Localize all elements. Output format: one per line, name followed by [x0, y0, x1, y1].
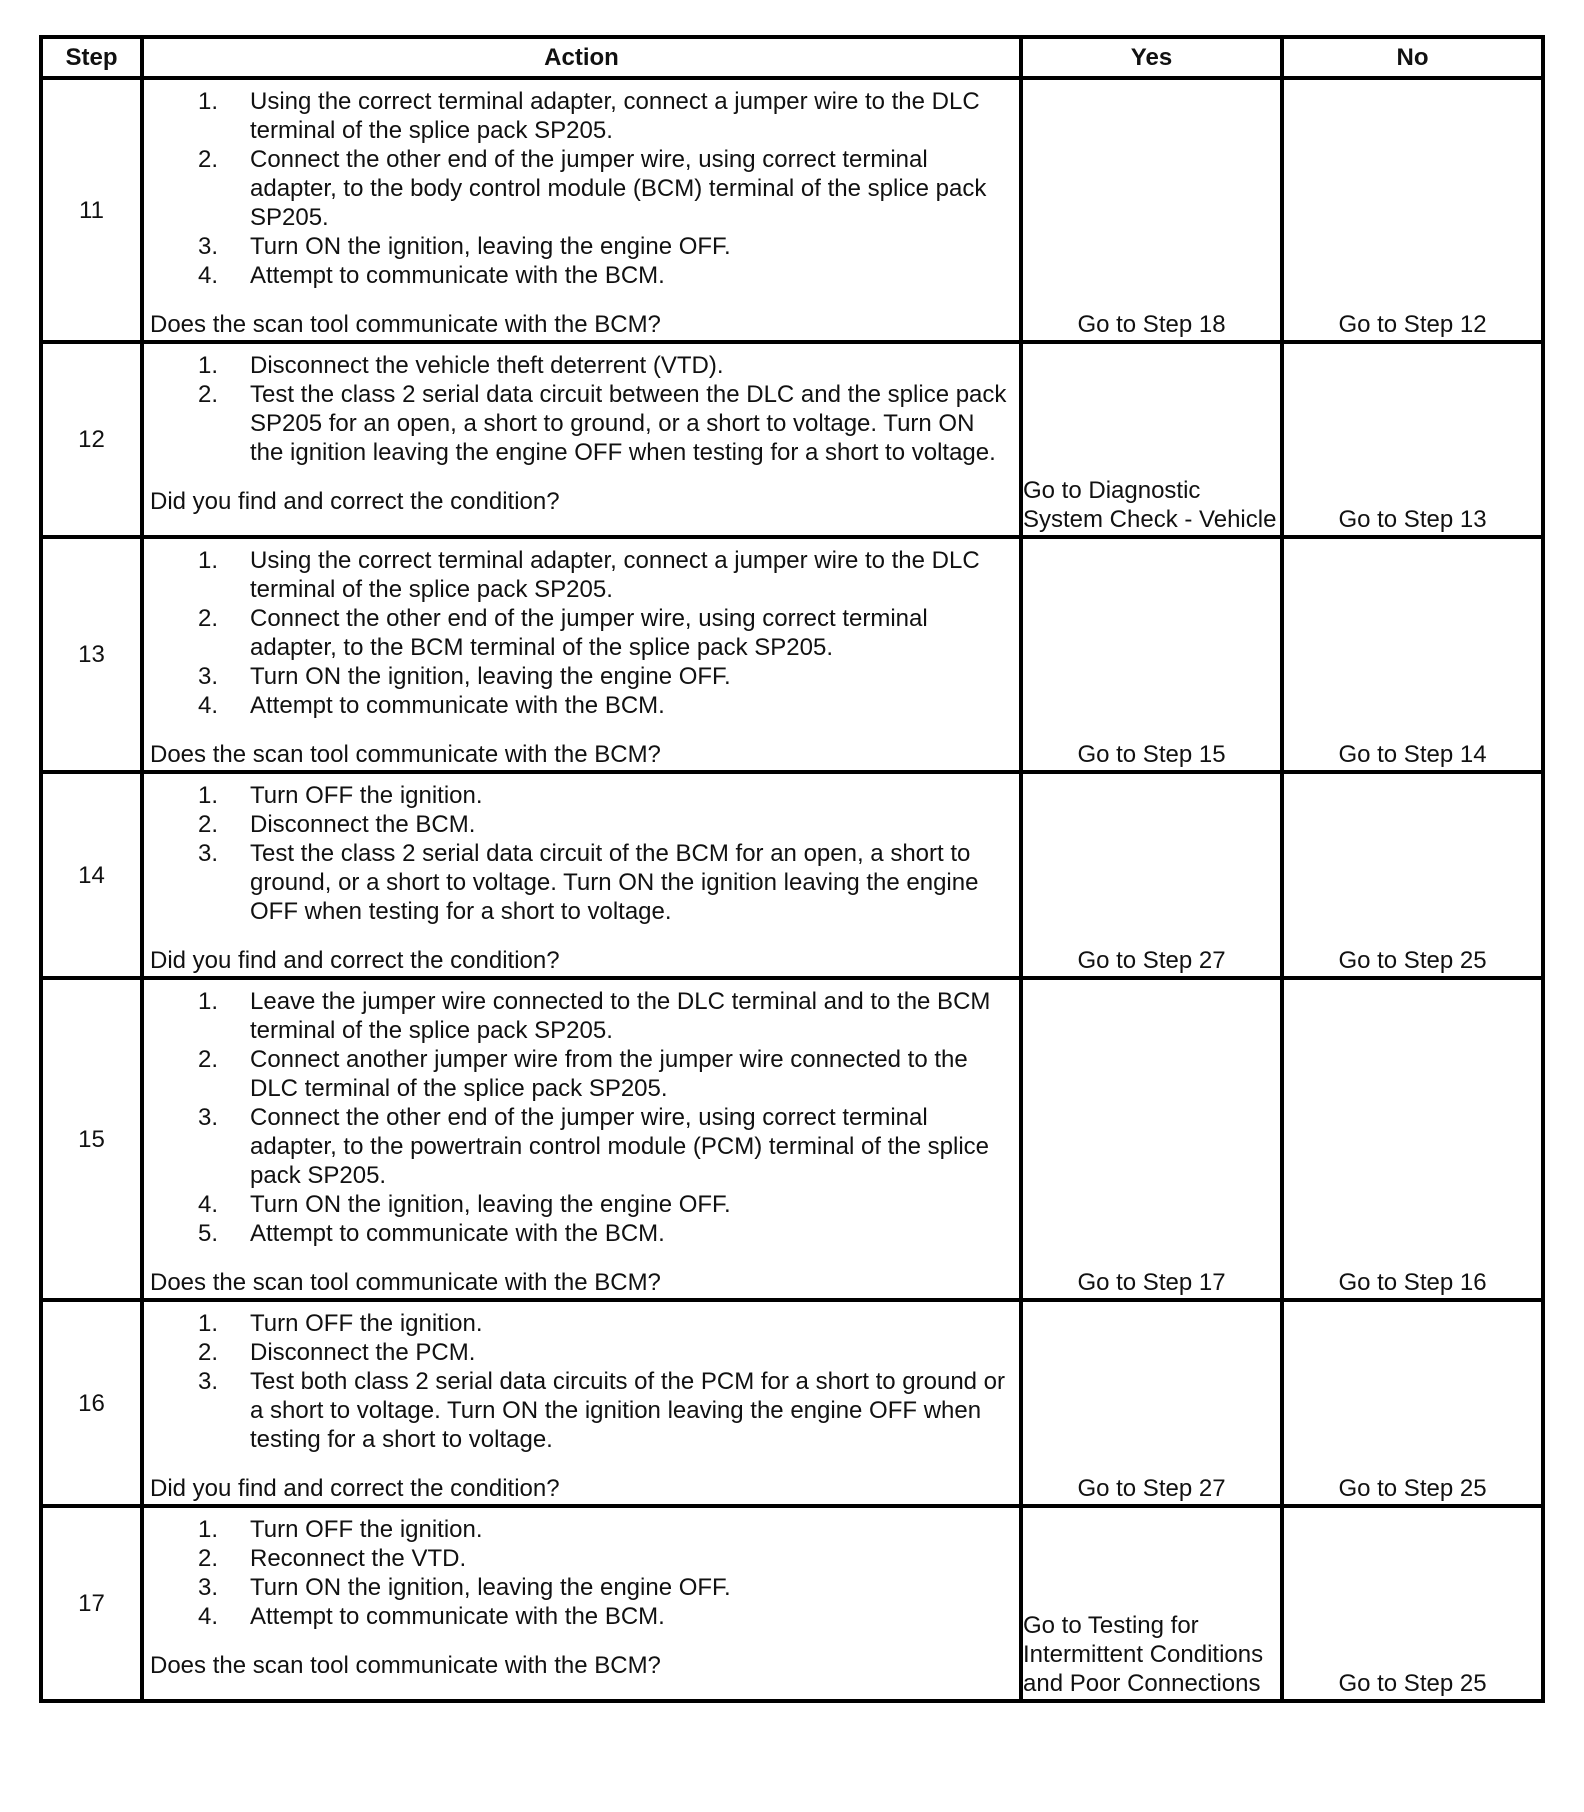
action-steps-list — [150, 546, 1013, 720]
table-row — [41, 1506, 1543, 1701]
step-number: 15 — [41, 978, 142, 1300]
header-no: No — [1282, 37, 1543, 78]
header-action: Action — [142, 37, 1021, 78]
step-number: 16 — [41, 1300, 142, 1506]
action-step — [198, 380, 1013, 467]
action-step — [198, 604, 1013, 662]
yes-result: Go to Step 27 — [1021, 772, 1282, 978]
action-step-number: 1. — [198, 352, 219, 379]
action-step-text: Connect another jumper wire from the jumper wire connected to the DLC terminal of the splice pack SP205. — [250, 1046, 968, 1102]
action-step-number: 3. — [198, 233, 219, 260]
action-content — [150, 1515, 1013, 1680]
action-step — [198, 1045, 1013, 1103]
action-steps-list — [150, 781, 1013, 926]
action-cell — [142, 1506, 1021, 1701]
action-step — [198, 145, 1013, 232]
action-step — [198, 87, 1013, 145]
action-step — [198, 1338, 1013, 1367]
action-cell — [142, 772, 1021, 978]
header-yes: Yes — [1021, 37, 1282, 78]
action-step — [198, 1515, 1013, 1544]
action-question: Does the scan tool communicate with the BCM? — [150, 1652, 661, 1679]
action-step — [198, 1309, 1013, 1338]
action-cell — [142, 978, 1021, 1300]
yes-result: Go to Step 15 — [1021, 537, 1282, 772]
action-step — [198, 1190, 1013, 1219]
action-step — [198, 546, 1013, 604]
action-question: Did you find and correct the condition? — [150, 1475, 560, 1502]
action-step-text: Test the class 2 serial data circuit between the DLC and the splice pack SP205 for an open, a short to ground, or a short to voltage. Turn ON the ignition leaving the engine OFF when testing for a short to voltage. — [250, 381, 1007, 466]
action-step — [198, 987, 1013, 1045]
action-step — [198, 232, 1013, 261]
action-step-text: Turn ON the ignition, leaving the engine OFF. — [250, 1574, 731, 1601]
action-step-text: Turn ON the ignition, leaving the engine OFF. — [250, 1191, 731, 1218]
action-step-number: 4. — [198, 1603, 219, 1630]
action-step-text: Connect the other end of the jumper wire, using correct terminal adapter, to the body control module (BCM) terminal of the splice pack SP205. — [250, 146, 987, 231]
action-step-text: Attempt to communicate with the BCM. — [250, 262, 665, 289]
yes-result: Go to Step 27 — [1021, 1300, 1282, 1506]
table-row — [41, 342, 1543, 537]
no-result: Go to Step 14 — [1282, 537, 1543, 772]
action-cell — [142, 537, 1021, 772]
action-step-text: Turn OFF the ignition. — [250, 1516, 483, 1543]
action-question: Does the scan tool communicate with the BCM? — [150, 1269, 661, 1296]
action-step-text: Attempt to communicate with the BCM. — [250, 1220, 665, 1247]
no-result: Go to Step 25 — [1282, 1300, 1543, 1506]
action-step-number: 1. — [198, 782, 219, 809]
action-step-number: 1. — [198, 547, 219, 574]
header-step: Step — [41, 37, 142, 78]
action-step — [198, 1602, 1013, 1631]
action-step-number: 2. — [198, 146, 219, 173]
action-step-number: 1. — [198, 1310, 219, 1337]
action-step-text: Turn OFF the ignition. — [250, 1310, 483, 1337]
step-number: 13 — [41, 537, 142, 772]
action-content — [150, 781, 1013, 975]
yes-result: Go to Testing for Intermittent Conditions and Poor Connections — [1021, 1506, 1282, 1701]
action-step-number: 3. — [198, 1104, 219, 1131]
action-step-number: 2. — [198, 811, 219, 838]
no-result: Go to Step 16 — [1282, 978, 1543, 1300]
action-step-number: 3. — [198, 1574, 219, 1601]
action-step-text: Turn ON the ignition, leaving the engine OFF. — [250, 663, 731, 690]
yes-result: Go to Step 18 — [1021, 78, 1282, 342]
action-steps-list — [150, 1309, 1013, 1454]
action-step-number: 2. — [198, 381, 219, 408]
action-step-number: 5. — [198, 1220, 219, 1247]
action-step-text: Disconnect the BCM. — [250, 811, 476, 838]
no-result: Go to Step 25 — [1282, 1506, 1543, 1701]
action-step-number: 3. — [198, 1368, 219, 1395]
table-row — [41, 537, 1543, 772]
action-step-number: 3. — [198, 840, 219, 867]
diagnostic-table — [39, 35, 1545, 1703]
no-result: Go to Step 12 — [1282, 78, 1543, 342]
yes-result: Go to Step 17 — [1021, 978, 1282, 1300]
action-step-number: 4. — [198, 692, 219, 719]
action-steps-list — [150, 987, 1013, 1248]
action-step — [198, 1219, 1013, 1248]
action-cell — [142, 78, 1021, 342]
table-row — [41, 1300, 1543, 1506]
action-step — [198, 261, 1013, 290]
action-step-number: 2. — [198, 1046, 219, 1073]
action-cell — [142, 1300, 1021, 1506]
table-row — [41, 78, 1543, 342]
action-content — [150, 87, 1013, 339]
action-content — [150, 1309, 1013, 1503]
action-step-number: 1. — [198, 1516, 219, 1543]
step-number: 17 — [41, 1506, 142, 1701]
action-step-text: Leave the jumper wire connected to the DLC terminal and to the BCM terminal of the splice pack SP205. — [250, 988, 991, 1044]
action-step-number: 2. — [198, 1339, 219, 1366]
action-step-number: 1. — [198, 88, 219, 115]
action-step-number: 4. — [198, 262, 219, 289]
header-row — [41, 37, 1543, 78]
action-step-text: Turn ON the ignition, leaving the engine OFF. — [250, 233, 731, 260]
action-content — [150, 546, 1013, 769]
no-result: Go to Step 13 — [1282, 342, 1543, 537]
action-step-text: Turn OFF the ignition. — [250, 782, 483, 809]
action-step-text: Disconnect the vehicle theft deterrent (VTD). — [250, 352, 724, 379]
action-step — [198, 691, 1013, 720]
action-question: Does the scan tool communicate with the BCM? — [150, 311, 661, 338]
action-steps-list — [150, 87, 1013, 290]
action-step-text: Attempt to communicate with the BCM. — [250, 1603, 665, 1630]
step-number: 14 — [41, 772, 142, 978]
action-cell — [142, 342, 1021, 537]
action-step — [198, 781, 1013, 810]
action-step — [198, 839, 1013, 926]
action-step — [198, 1367, 1013, 1454]
action-step-text: Test the class 2 serial data circuit of the BCM for an open, a short to ground, or a short to voltage. Turn ON the ignition leaving the engine OFF when testing for a short to voltage. — [250, 840, 979, 925]
action-steps-list — [150, 351, 1013, 467]
action-content — [150, 351, 1013, 516]
action-step-text: Disconnect the PCM. — [250, 1339, 476, 1366]
action-steps-list — [150, 1515, 1013, 1631]
action-step — [198, 662, 1013, 691]
action-step-number: 2. — [198, 1545, 219, 1572]
action-step — [198, 810, 1013, 839]
yes-result: Go to Diagnostic System Check - Vehicle — [1021, 342, 1282, 537]
action-step-number: 4. — [198, 1191, 219, 1218]
action-step-text: Test both class 2 serial data circuits of the PCM for a short to ground or a short to voltage. Turn ON the ignition leaving the engine OFF when testing for a short to voltage. — [250, 1368, 1006, 1453]
action-step-number: 1. — [198, 988, 219, 1015]
action-step-text: Using the correct terminal adapter, connect a jumper wire to the DLC terminal of the splice pack SP205. — [250, 547, 980, 603]
action-step — [198, 1544, 1013, 1573]
action-question: Did you find and correct the condition? — [150, 488, 560, 515]
action-step — [198, 1573, 1013, 1602]
action-step-text: Attempt to communicate with the BCM. — [250, 692, 665, 719]
step-number: 12 — [41, 342, 142, 537]
step-number: 11 — [41, 78, 142, 342]
table-row — [41, 772, 1543, 978]
table-row — [41, 978, 1543, 1300]
action-step-text: Connect the other end of the jumper wire, using correct terminal adapter, to the powertrain control module (PCM) terminal of the splice pack SP205. — [250, 1104, 990, 1189]
action-step-number: 3. — [198, 663, 219, 690]
no-result: Go to Step 25 — [1282, 772, 1543, 978]
action-question: Did you find and correct the condition? — [150, 947, 560, 974]
action-content — [150, 987, 1013, 1297]
action-step-text: Reconnect the VTD. — [250, 1545, 467, 1572]
action-step-text: Using the correct terminal adapter, connect a jumper wire to the DLC terminal of the splice pack SP205. — [250, 88, 980, 144]
action-question: Does the scan tool communicate with the BCM? — [150, 741, 661, 768]
action-step — [198, 351, 1013, 380]
action-step-text: Connect the other end of the jumper wire, using correct terminal adapter, to the BCM terminal of the splice pack SP205. — [250, 605, 928, 661]
action-step-number: 2. — [198, 605, 219, 632]
action-step — [198, 1103, 1013, 1190]
